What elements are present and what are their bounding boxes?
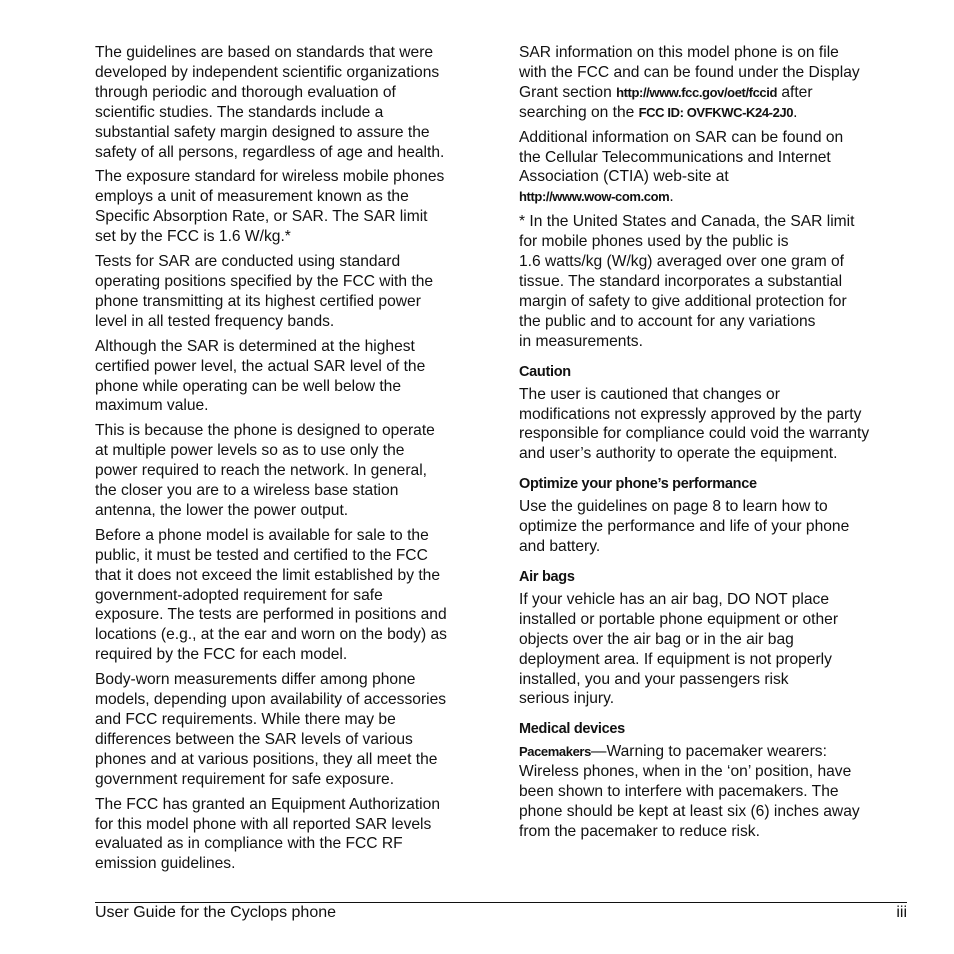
paragraph-ctia xyxy=(519,128,911,208)
pacemakers-text: —Warning to pacemaker wearers: Wireless phones, when in the ‘on’ position, have been shown to interfere with pacemakers. The phone should be kept at least six (6) inches away from the pacemaker to reduce risk. xyxy=(519,743,860,840)
ctia-text-end: . xyxy=(669,188,674,206)
heading-optimize: Optimize your phone’s performance xyxy=(519,476,757,493)
right-column xyxy=(519,43,911,847)
sar-file-text-mid: after searching on the xyxy=(519,83,813,121)
paragraph-pacemakers xyxy=(519,742,911,842)
footer-title: User Guide for the Cyclops phone xyxy=(95,904,337,921)
pacemakers-lead: Pacemakers xyxy=(519,744,591,760)
left-column xyxy=(95,43,487,879)
fcc-url-link[interactable]: http://www.fcc.gov/oet/fccid xyxy=(616,84,778,100)
paragraph-caution: The user is cautioned that changes or modifications not expressly approved by the party responsible for compliance could void the warranty and user’s authority to operate the equipment. xyxy=(519,385,870,463)
heading-caution: Caution xyxy=(519,363,571,380)
paragraph-equipment-authorization: The FCC has granted an Equipment Authorization for this model phone with all reported SAR levels evaluated as in compliance with the FCC RF emission guidelines. xyxy=(95,795,440,873)
paragraph-sar-file xyxy=(519,43,911,123)
paragraph-air-bags: If your vehicle has an air bag, DO NOT place installed or portable phone equipment or other objects over the air bag or in the air bag deployment area. If equipment is not properly installed, you and your passengers risk serious injury. xyxy=(519,590,839,708)
paragraph-sar-tests: Tests for SAR are conducted using standard operating positions specified by the FCC with the phone transmitting at its highest certified power level in all tested frequency bands. xyxy=(95,253,434,330)
sar-file-text: SAR information on this model phone is on file with the FCC and can be found under the Display Grant section xyxy=(519,44,860,101)
paragraph-footnote: * In the United States and Canada, the SAR limit for mobile phones used by the public is 1.6 watts/kg (W/kg) averaged over one gram of tissue. The standard incorporates a substantial margin of safety to give additional protection for the public and to account for any variations in measurements. xyxy=(519,213,855,350)
fcc-id: FCC ID: OVFKWC-K24-2J0 xyxy=(638,104,794,120)
paragraph-guidelines: The guidelines are based on standards that were developed by independent scientific organizations through periodic and thorough evaluation of scientific studies. The standards include a substantial safety margin designed to assure the safety of all persons, regardless of age and health. xyxy=(95,44,445,161)
heading-air-bags: Air bags xyxy=(519,568,575,585)
paragraph-body-worn: Body-worn measurements differ among phone models, depending upon availability of accessories and FCC requirements. While there may be differences between the SAR levels of various phones and at various positions, they all meet the government requirement for safe exposure. xyxy=(95,671,447,788)
footer-page-number: iii xyxy=(896,904,907,921)
heading-medical-devices: Medical devices xyxy=(519,721,625,738)
paragraph-optimize: Use the guidelines on page 8 to learn how to optimize the performance and life of your phone and battery. xyxy=(519,498,850,556)
ctia-text: Additional information on SAR can be found on the Cellular Telecommunications and Internet Association (CTIA) web-site at xyxy=(519,128,844,186)
paragraph-sar-levels: Although the SAR is determined at the highest certified power level, the actual SAR level of the phone while operating can be well below the maximum value. xyxy=(95,337,426,415)
paragraph-power-levels: This is because the phone is designed to operate at multiple power levels so as to use only the power required to reach the network. In general, the closer you are to a wireless base station antenna, the lower the power output. xyxy=(95,422,435,519)
ctia-url-link[interactable]: http://www.wow-com.com xyxy=(519,189,670,205)
paragraph-certification: Before a phone model is available for sale to the public, it must be tested and certified to the FCC that it does not exceed the limit established by the government-adopted requirement for safe exposure. The tests are performed in positions and locations (e.g., at the ear and worn on the body) as required by the FCC for each model. xyxy=(95,526,447,664)
sar-file-text-end: . xyxy=(793,103,798,121)
paragraph-exposure-standard: The exposure standard for wireless mobile phones employs a unit of measurement known as the Specific Absorption Rate, or SAR. The SAR limit set by the FCC is 1.6 W/kg.* xyxy=(95,168,445,246)
